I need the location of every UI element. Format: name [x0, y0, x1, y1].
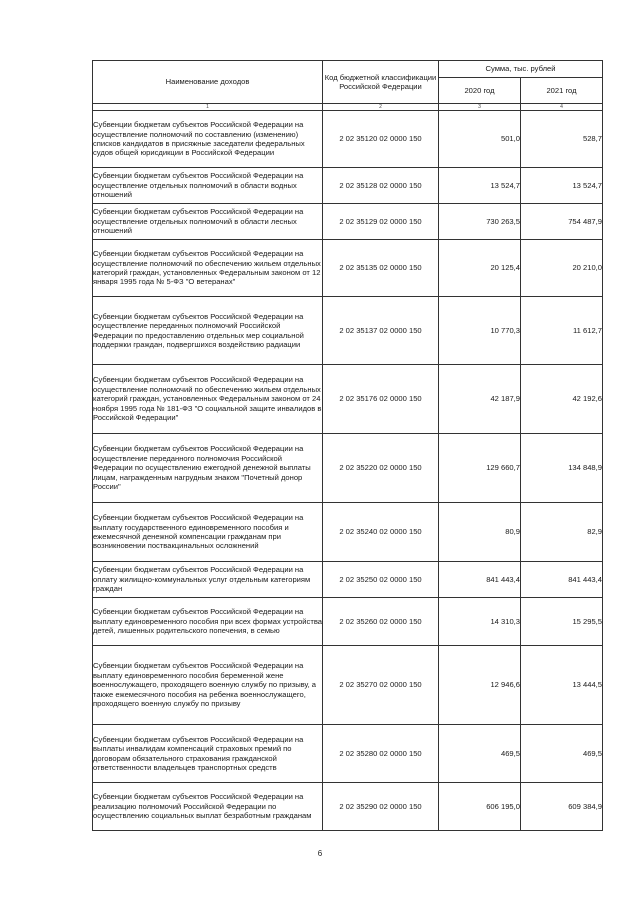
table-row: [93, 646, 603, 725]
row-value-2020: 730 263,5: [439, 204, 521, 240]
row-name: Субвенции бюджетам субъектов Российской Федерации на реализацию полномочий Российской Федерации по осуществлению социальных выплат безработным гражданам: [93, 783, 323, 831]
header-code-column: Код бюджетной классификации Российской Федерации: [323, 61, 439, 104]
row-code: 2 02 35250 02 0000 150: [323, 562, 439, 598]
row-name: Субвенции бюджетам субъектов Российской Федерации на оплату жилищно-коммунальных услуг отдельным категориям граждан: [93, 562, 323, 598]
row-name: Субвенции бюджетам субъектов Российской Федерации на осуществление переданного полномочия Российской Федерации по осуществлению ежегодной денежной выплаты лицам, награжденным нагрудным знаком "Почетный донор России": [93, 434, 323, 503]
row-code: 2 02 35129 02 0000 150: [323, 204, 439, 240]
row-name: Субвенции бюджетам субъектов Российской Федерации на осуществление полномочий по обеспечению жильем отдельных категорий граждан, установленных Федеральным законом от 24 ноября 1995 года № 181-ФЗ "О социальной защите инвалидов в Российской Федерации": [93, 365, 323, 434]
row-value-2021: 11 612,7: [521, 297, 603, 365]
row-value-2021: 609 384,9: [521, 783, 603, 831]
revenue-table: [92, 60, 603, 831]
row-name: Субвенции бюджетам субъектов Российской Федерации на осуществление полномочий по обеспечению жильем отдельных категорий граждан, установленных Федеральным законом от 12 января 1995 года № 5-ФЗ "О ветеранах": [93, 240, 323, 297]
table-row: [93, 204, 603, 240]
table-row: [93, 297, 603, 365]
row-code: 2 02 35176 02 0000 150: [323, 365, 439, 434]
table-row: [93, 434, 603, 503]
row-code: 2 02 35290 02 0000 150: [323, 783, 439, 831]
row-value-2021: 15 295,5: [521, 598, 603, 646]
row-name: Субвенции бюджетам субъектов Российской Федерации на выплату единовременного пособия при всех формах устройства детей, лишенных родительского попечения, в семью: [93, 598, 323, 646]
table-row: [93, 240, 603, 297]
row-value-2021: 20 210,0: [521, 240, 603, 297]
column-number-1: 1: [93, 104, 323, 111]
row-name: Субвенции бюджетам субъектов Российской Федерации на осуществление полномочий по составлению (изменению) списков кандидатов в присяжные заседатели федеральных судов общей юрисдикции в Российской Федерации: [93, 111, 323, 168]
table-row: [93, 503, 603, 562]
row-value-2020: 501,0: [439, 111, 521, 168]
row-code: 2 02 35137 02 0000 150: [323, 297, 439, 365]
row-code: 2 02 35120 02 0000 150: [323, 111, 439, 168]
row-code: 2 02 35128 02 0000 150: [323, 168, 439, 204]
row-name: Субвенции бюджетам субъектов Российской Федерации на осуществление переданных полномочий Российской Федерации по предоставлению отдельных мер социальной поддержки граждан, подвергшихся воздействию радиации: [93, 297, 323, 365]
row-value-2021: 841 443,4: [521, 562, 603, 598]
row-name: Субвенции бюджетам субъектов Российской Федерации на выплату государственного единовременного пособия и ежемесячной денежной компенсации гражданам при возникновении поствакцинальных осложнений: [93, 503, 323, 562]
row-value-2021: 528,7: [521, 111, 603, 168]
table-row: [93, 725, 603, 783]
row-code: 2 02 35260 02 0000 150: [323, 598, 439, 646]
column-number-4: 4: [521, 104, 603, 111]
table-row: [93, 365, 603, 434]
row-value-2020: 469,5: [439, 725, 521, 783]
row-name: Субвенции бюджетам субъектов Российской Федерации на выплаты инвалидам компенсаций страховых премий по договорам обязательного страхования гражданской ответственности владельцев транспортных средств: [93, 725, 323, 783]
row-value-2021: 13 524,7: [521, 168, 603, 204]
row-value-2021: 469,5: [521, 725, 603, 783]
table-row: [93, 111, 603, 168]
row-name: Субвенции бюджетам субъектов Российской Федерации на осуществление отдельных полномочий в области лесных отношений: [93, 204, 323, 240]
row-value-2021: 13 444,5: [521, 646, 603, 725]
header-year-2021: 2021 год: [521, 77, 603, 103]
row-value-2020: 13 524,7: [439, 168, 521, 204]
row-value-2021: 134 848,9: [521, 434, 603, 503]
row-value-2020: 14 310,3: [439, 598, 521, 646]
row-value-2020: 42 187,9: [439, 365, 521, 434]
header-year-2020: 2020 год: [439, 77, 521, 103]
row-code: 2 02 35270 02 0000 150: [323, 646, 439, 725]
row-code: 2 02 35220 02 0000 150: [323, 434, 439, 503]
row-value-2020: 20 125,4: [439, 240, 521, 297]
row-value-2020: 10 770,3: [439, 297, 521, 365]
table-row: [93, 598, 603, 646]
header-sum-column: Сумма, тыс. рублей: [439, 61, 603, 78]
page-number: 6: [317, 849, 323, 858]
table-row: [93, 168, 603, 204]
row-value-2021: 42 192,6: [521, 365, 603, 434]
row-value-2021: 82,9: [521, 503, 603, 562]
row-code: 2 02 35240 02 0000 150: [323, 503, 439, 562]
header-name-column: Наименование доходов: [93, 61, 323, 104]
row-value-2020: 841 443,4: [439, 562, 521, 598]
row-code: 2 02 35135 02 0000 150: [323, 240, 439, 297]
column-number-3: 3: [439, 104, 521, 111]
row-value-2020: 129 660,7: [439, 434, 521, 503]
table-row: [93, 783, 603, 831]
table-row: [93, 562, 603, 598]
row-code: 2 02 35280 02 0000 150: [323, 725, 439, 783]
row-value-2020: 80,9: [439, 503, 521, 562]
row-name: Субвенции бюджетам субъектов Российской Федерации на выплату единовременного пособия беременной жене военнослужащего, проходящего военную службу по призыву, а также ежемесячного пособия на ребенка военнослужащего, проходящего военную службу по призыву: [93, 646, 323, 725]
column-number-2: 2: [323, 104, 439, 111]
row-name: Субвенции бюджетам субъектов Российской Федерации на осуществление отдельных полномочий в области водных отношений: [93, 168, 323, 204]
row-value-2021: 754 487,9: [521, 204, 603, 240]
row-value-2020: 12 946,6: [439, 646, 521, 725]
row-value-2020: 606 195,0: [439, 783, 521, 831]
